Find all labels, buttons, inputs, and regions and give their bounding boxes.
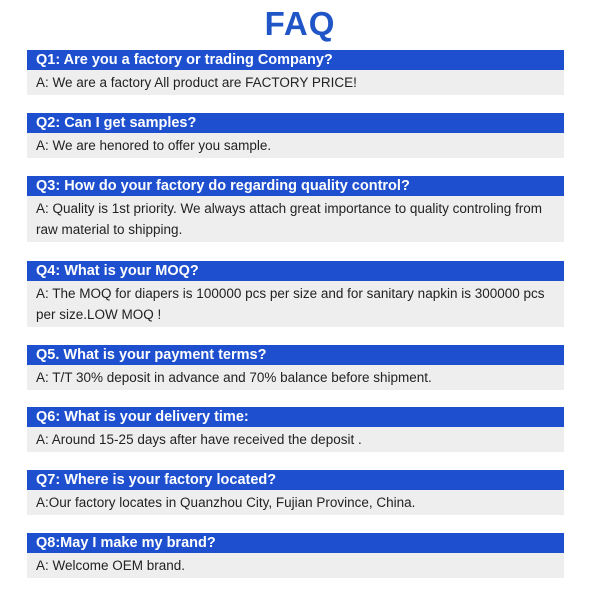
faq-question-1: Q1: Are you a factory or trading Company? bbox=[27, 50, 564, 70]
faq-item-4 bbox=[27, 261, 564, 327]
faq-question-3: Q3: How do your factory do regarding quality control? bbox=[27, 176, 564, 196]
faq-answer-4: A: The MOQ for diapers is 100000 pcs per size and for sanitary napkin is 300000 pcs per size.LOW MOQ ! bbox=[27, 281, 564, 327]
faq-answer-3: A: Quality is 1st priority. We always attach great importance to quality controling from raw material to shipping. bbox=[27, 196, 564, 242]
faq-item-7 bbox=[27, 470, 564, 515]
faq-answer-6: A: Around 15-25 days after have received the deposit . bbox=[27, 427, 564, 452]
faq-question-6: Q6: What is your delivery time: bbox=[27, 407, 564, 427]
faq-answer-5: A: T/T 30% deposit in advance and 70% balance before shipment. bbox=[27, 365, 564, 390]
faq-item-8 bbox=[27, 533, 564, 578]
faq-item-5 bbox=[27, 345, 564, 390]
page-title: FAQ bbox=[264, 5, 336, 42]
faq-item-6 bbox=[27, 407, 564, 452]
faq-item-1 bbox=[27, 50, 564, 95]
faq-answer-7: A:Our factory locates in Quanzhou City, Fujian Province, China. bbox=[27, 490, 564, 515]
faq-item-3 bbox=[27, 176, 564, 242]
faq-question-5: Q5. What is your payment terms? bbox=[27, 345, 564, 365]
faq-question-8: Q8:May I make my brand? bbox=[27, 533, 564, 553]
faq-answer-8: A: Welcome OEM brand. bbox=[27, 553, 564, 578]
faq-answer-1: A: We are a factory All product are FACTORY PRICE! bbox=[27, 70, 564, 95]
faq-answer-2: A: We are henored to offer you sample. bbox=[27, 133, 564, 158]
faq-question-2: Q2: Can I get samples? bbox=[27, 113, 564, 133]
faq-item-2 bbox=[27, 113, 564, 158]
faq-question-4: Q4: What is your MOQ? bbox=[27, 261, 564, 281]
faq-question-7: Q7: Where is your factory located? bbox=[27, 470, 564, 490]
